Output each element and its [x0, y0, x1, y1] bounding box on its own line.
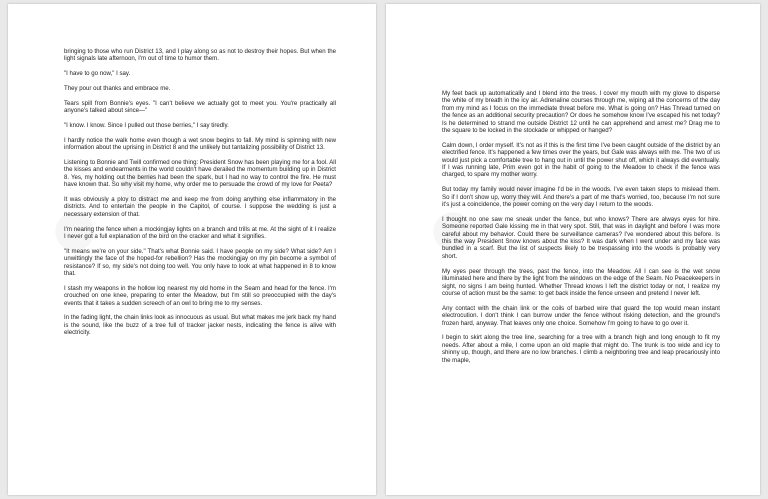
paragraph: Tears spill from Bonnie's eyes. "I can't believe we actually got to meet you. You're practically all anyone's talked about since—": [64, 99, 336, 115]
paragraph: It was obviously a ploy to distract me and keep me from doing anything else inflammatory in the districts. And to entertain the people in the Capitol, of course. I suppose the wedding is just a necessary extension of that.: [64, 196, 336, 218]
paragraph: My feet back up automatically and I blend into the trees. I cover my mouth with my glove to disperse the white of my breath in the icy air. Adrenaline courses through me, wiping all the concerns of the day from my mind as I focus on the immediate threat before me. What is going on? Has Thread turned on the fence as an additional security precaution? Or does he somehow know I've escaped his net today? Is he determined to strand me outside District 12 until he can apprehend and arrest me? Drag me to the square to be locked in the stockade or whipped or hanged?: [442, 90, 720, 135]
paragraph: I begin to skirt along the tree line, searching for a tree with a branch high and long enough to fit my needs. After about a mile, I come upon an old maple that might do. The trunk is too wide and icy to shinny up, though, and there are no low branches. I climb a neighboring tree and leap precariously into the maple,: [442, 334, 720, 364]
paragraph: I'm nearing the fence when a mockingjay lights on a branch and trills at me. At the sight of it I realize I never got a full explanation of the bird on the cracker and what it signifies.: [64, 225, 336, 241]
paragraph: My eyes peer through the trees, past the fence, into the Meadow. All I can see is the wet snow illuminated here and there by the light from the windows on the edge of the Seam. No Peacekeepers in sight, no signs I am being hunted. Whether Thread knows I left the district today or not, I realize my course of action must be the same: to get back inside the fence unseen and pretend I never left.: [442, 267, 720, 297]
paragraph: I stash my weapons in the hollow log nearest my old home in the Seam and head for the fence. I'm crouched on one knee, preparing to enter the Meadow, but I'm still so preoccupied with the day's events that it takes a sudden screech of an owl to bring me to my senses.: [64, 284, 336, 307]
paragraph: But today my family would never imagine I'd be in the woods. I've even taken steps to mislead them. So if I don't show up, worry they will. And there's a part of me that's worried, too, because I'm not sure it's just a coincidence, the power coming on the very day I return to the woods.: [442, 186, 720, 209]
paragraph: Listening to Bonnie and Twill confirmed one thing: President Snow has been playing me for a fool. All the kisses and endearments in the world couldn't have derailed the momentum building up in District 8. Yes, my holding out the berries had been the spark, but I had no way to control the fire. He must have known that. So why visit my home, why order me to persuade the crowd of my love for Peeta?: [64, 159, 336, 189]
paragraph: "I know. I know. Since I pulled out those berries," I say tiredly.: [64, 122, 229, 129]
paragraph: They pour out thanks and embrace me.: [64, 85, 171, 92]
paragraph: Calm down, I order myself. It's not as if this is the first time I've been caught outside of the district by an electrified fence. It's happened a few times over the years, but Gale was always with me. The two of us would just pick a comfortable tree to hang out in until the power shut off, which it always did eventually. If I was running late, Prim even got in the habit of going to the Meadow to check if the fence was charged, to spare my mother worry.: [442, 141, 720, 179]
paragraph: "I have to go now," I say.: [64, 70, 131, 78]
document-page-left: [8, 4, 376, 495]
paragraph: bringing to those who run District 13, and I play along so as not to destroy their hopes. But when the light signals late afternoon, I'm out of time to humor them.: [64, 48, 336, 63]
page-text-left: [64, 48, 336, 344]
paragraph: In the fading light, the chain links look as innocuous as usual. But what makes me jerk back my hand is the sound, like the buzz of a tree full of tracker jacker nests, indicating the fence is alive with electricity.: [64, 314, 336, 337]
page-text-right: [442, 90, 720, 371]
paragraph: I thought no one saw me sneak under the fence, but who knows? There are always eyes for hire. Someone reported Gale kissing me in that very spot. Still, that was in daylight and before I was more careful about my behavior. Could there be surveillance cameras? I've wondered about this before. Is this the way President Snow knows about the kiss? It was dark when I went under and my face was bundled in a scarf. But the list of suspects likely to be trespassing into the woods is probably very short.: [442, 215, 720, 260]
document-page-right: [386, 4, 760, 495]
paragraph: "It means we're on your side." That's what Bonnie said. I have people on my side? What side? Am I unwittingly the face of the hoped-for rebellion? Has the mockingjay on my pin become a symbol of resistance? If so, my side's not doing too well. You only have to look at what happened in 8 to know that.: [64, 247, 336, 278]
paragraph: Any contact with the chain link or the coils of barbed wire that guard the top would mean instant electrocution. I don't think I can burrow under the fence without risking detection, and the ground's frozen hard, anyway. That leaves only one choice. Somehow I'm going to have to go over it.: [442, 304, 720, 327]
paragraph: I hardly notice the walk home even though a wet snow begins to fall. My mind is spinning with new information about the uprising in District 8 and the unlikely but tantalizing possibility of District 13.: [64, 136, 336, 152]
